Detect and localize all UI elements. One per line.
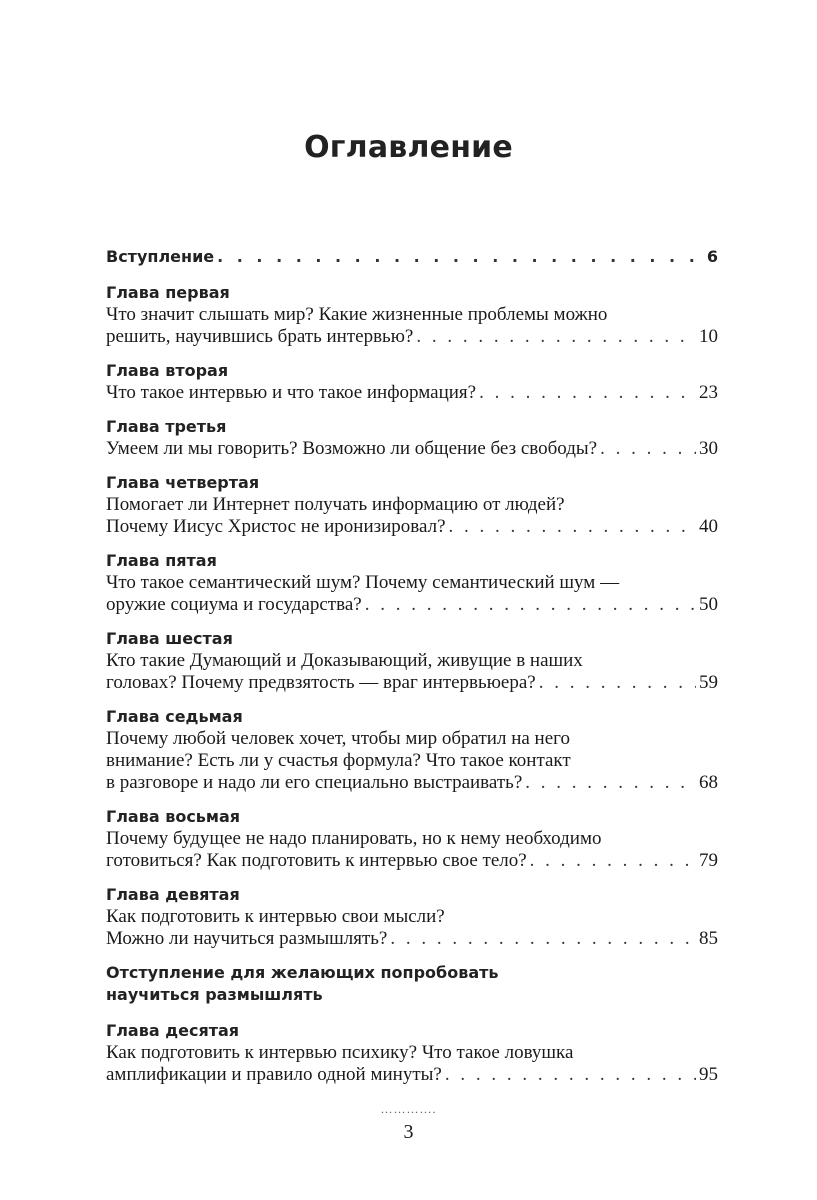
digression-heading-line-2: научиться размышлять <box>106 985 323 1004</box>
toc-page-number: 30 <box>699 438 718 459</box>
toc-entry-chapter-4 <box>106 472 718 538</box>
table-of-contents <box>106 246 718 1098</box>
leader-dots <box>600 438 696 460</box>
chapter-heading: Глава восьмая <box>106 807 241 826</box>
chapter-line: Помогает ли Интернет получать информацию от людей? <box>106 494 565 515</box>
chapter-line: готовиться? Как подготовить к интервью свое тело? <box>106 850 527 871</box>
leader-dots <box>525 772 696 794</box>
toc-page-number: 79 <box>699 850 718 871</box>
leader-dots <box>479 382 696 404</box>
toc-page-number: 95 <box>699 1064 718 1085</box>
toc-entry-chapter-3 <box>106 416 718 460</box>
chapter-heading: Глава третья <box>106 417 227 436</box>
leader-dots <box>416 326 696 348</box>
toc-entry-intro <box>106 246 718 268</box>
chapter-line: Почему Иисус Христос не иронизировал? <box>106 516 446 537</box>
toc-entry-chapter-10 <box>106 1020 718 1086</box>
toc-page-number: 68 <box>699 772 718 793</box>
toc-page-number: 50 <box>699 594 718 615</box>
footer-ornament: …………. <box>380 1102 437 1116</box>
chapter-line: Как подготовить к интервью свои мысли? <box>106 906 445 927</box>
leader-dots <box>530 850 696 872</box>
toc-entry-chapter-2 <box>106 360 718 404</box>
chapter-line: головах? Почему предвзятость — враг интервьюера? <box>106 672 536 693</box>
page-number: 3 <box>403 1121 414 1143</box>
toc-page-number: 85 <box>699 928 718 949</box>
leader-dots <box>445 1064 696 1086</box>
toc-page-number: 40 <box>699 516 718 537</box>
toc-entry-chapter-6 <box>106 628 718 694</box>
toc-entry-chapter-7 <box>106 706 718 794</box>
toc-page-number: 6 <box>706 247 718 266</box>
toc-page-number: 59 <box>699 672 718 693</box>
toc-page-number: 10 <box>699 326 718 347</box>
chapter-heading: Глава пятая <box>106 551 217 570</box>
leader-dots <box>449 516 696 538</box>
chapter-line: Что такое интервью и что такое информация? <box>106 382 477 403</box>
toc-page-number: 23 <box>699 382 718 403</box>
chapter-line: внимание? Есть ли у счастья формула? Что такое контакт <box>106 750 571 771</box>
leader-dots <box>390 928 696 950</box>
chapter-line: в разговоре и надо ли его специально выстраивать? <box>106 772 523 793</box>
chapter-line: амплификации и правило одной минуты? <box>106 1064 442 1085</box>
chapter-line: Кто такие Думающий и Доказывающий, живущие в наших <box>106 650 583 671</box>
toc-entry-chapter-1 <box>106 282 718 348</box>
page-title: Оглавление <box>304 130 513 165</box>
chapter-line: решить, научившись брать интервью? <box>106 326 414 347</box>
digression-heading-line-1: Отступление для желающих попробовать <box>106 963 499 982</box>
chapter-line: Можно ли научиться размышлять? <box>106 928 388 949</box>
chapter-line: Умеем ли мы говорить? Возможно ли общение без свободы? <box>106 438 598 459</box>
chapter-line: Почему любой человек хочет, чтобы мир обратил на него <box>106 728 570 749</box>
chapter-heading: Глава седьмая <box>106 707 243 726</box>
chapter-line: Как подготовить к интервью психику? Что такое ловушка <box>106 1042 574 1063</box>
toc-intro-label: Вступление <box>106 247 215 266</box>
chapter-heading: Глава девятая <box>106 885 240 904</box>
toc-entry-digression <box>106 962 718 1006</box>
toc-entry-chapter-9 <box>106 884 718 950</box>
chapter-heading: Глава первая <box>106 283 230 302</box>
toc-entry-chapter-8 <box>106 806 718 872</box>
chapter-heading: Глава шестая <box>106 629 233 648</box>
chapter-line: Почему будущее не надо планировать, но к нему необходимо <box>106 828 602 849</box>
leader-dots <box>217 246 704 268</box>
chapter-heading: Глава вторая <box>106 361 229 380</box>
toc-entry-chapter-5 <box>106 550 718 616</box>
leader-dots <box>539 672 696 694</box>
chapter-line: Что значит слышать мир? Какие жизненные проблемы можно <box>106 304 608 325</box>
chapter-line: оружие социума и государства? <box>106 594 362 615</box>
leader-dots <box>365 594 696 616</box>
chapter-line: Что такое семантический шум? Почему семантический шум — <box>106 572 620 593</box>
chapter-heading: Глава четвертая <box>106 473 260 492</box>
chapter-heading: Глава десятая <box>106 1021 240 1040</box>
